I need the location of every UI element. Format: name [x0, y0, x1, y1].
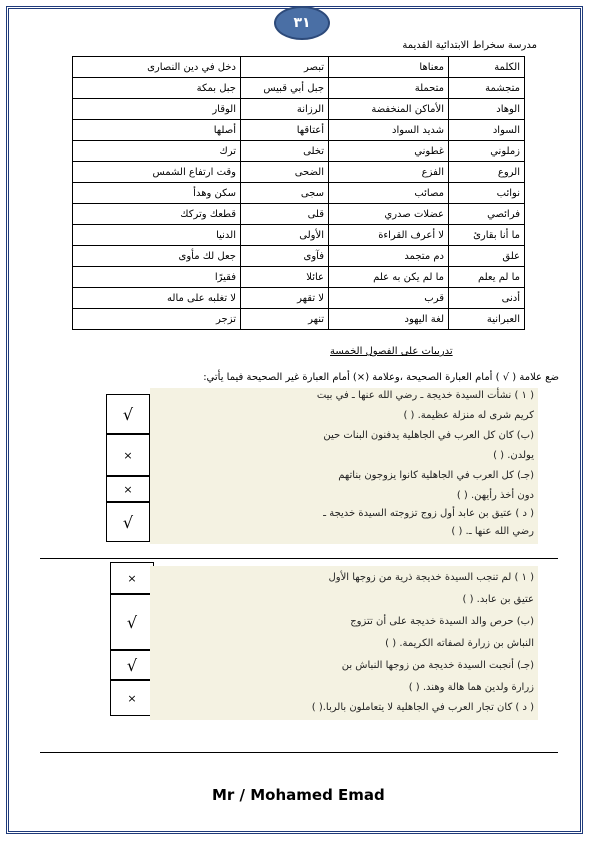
- vocab-cell: تخلى: [241, 141, 329, 162]
- vocab-cell: قطعك وتركك: [73, 204, 241, 225]
- vocab-row: [73, 120, 525, 141]
- vocab-cell: متحملة: [329, 78, 449, 99]
- vocab-cell: فقيرًا: [73, 267, 241, 288]
- exercise-line: النباش بن زرارة لصفاته الكريمة. ( ): [385, 638, 534, 649]
- vocab-cell: معناها: [329, 57, 449, 78]
- vocab-cell: متجشمة: [449, 78, 525, 99]
- vocab-cell: علق: [449, 246, 525, 267]
- exercise-line: يولدن. ( ): [493, 450, 534, 461]
- vocab-cell: قلى: [241, 204, 329, 225]
- divider: [40, 558, 558, 559]
- vocab-row: [73, 78, 525, 99]
- vocab-cell: العبرانية: [449, 309, 525, 330]
- teacher-signature: Mr / Mohamed Emad: [212, 786, 385, 804]
- vocab-row: [73, 225, 525, 246]
- vocab-row: [73, 141, 525, 162]
- vocab-cell: تزجر: [73, 309, 241, 330]
- vocab-cell: الأماكن المنخفضة: [329, 99, 449, 120]
- vocab-cell: لا تغلبه على ماله: [73, 288, 241, 309]
- vocab-cell: الأولى: [241, 225, 329, 246]
- vocab-cell: مصائب: [329, 183, 449, 204]
- vocab-cell: الوهاد: [449, 99, 525, 120]
- answer-box: ×: [106, 476, 150, 502]
- vocab-cell: الوقار: [73, 99, 241, 120]
- answer-box: √: [106, 502, 150, 542]
- exercise-line: ( د ) عتيق بن عابد أول زوج تزوجته السيدة خديجة ـ: [323, 508, 534, 519]
- exercise-line: رضي الله عنها ـ. ( ): [451, 526, 534, 537]
- vocab-cell: ترك: [73, 141, 241, 162]
- vocab-cell: لا تقهر: [241, 288, 329, 309]
- vocab-cell: نوائب: [449, 183, 525, 204]
- vocab-cell: الدنيا: [73, 225, 241, 246]
- divider: [40, 752, 558, 753]
- vocab-cell: ما أنا بقارئ: [449, 225, 525, 246]
- exercise-line: (جـ) أنجبت السيدة خديجة من زوجها النباش بن: [341, 660, 534, 671]
- vocab-cell: جبل أبي قبيس: [241, 78, 329, 99]
- vocab-cell: غطوني: [329, 141, 449, 162]
- vocab-row: [73, 183, 525, 204]
- exercise-2-panel: [150, 566, 538, 720]
- vocab-cell: دخل في دين النصارى: [73, 57, 241, 78]
- exercise-line: زرارة ولدين هما هالة وهند. ( ): [408, 682, 534, 693]
- vocab-cell: سكن وهدأ: [73, 183, 241, 204]
- vocab-cell: السواد: [449, 120, 525, 141]
- vocab-row: [73, 267, 525, 288]
- vocab-row: [73, 246, 525, 267]
- answer-box: ×: [110, 562, 154, 594]
- vocab-cell: أصلها: [73, 120, 241, 141]
- vocab-cell: قرب: [329, 288, 449, 309]
- exercise-line: (ب) حرص والد السيدة خديجة على أن تتزوج: [350, 616, 534, 627]
- vocab-cell: دم متجمد: [329, 246, 449, 267]
- page-number-badge: ٣١: [274, 6, 330, 40]
- vocab-cell: ما لم يعلم: [449, 267, 525, 288]
- vocab-cell: سجى: [241, 183, 329, 204]
- vocab-cell: الرزانة: [241, 99, 329, 120]
- vocab-cell: أعتاقها: [241, 120, 329, 141]
- vocab-cell: فرائصي: [449, 204, 525, 225]
- vocab-cell: تبصر: [241, 57, 329, 78]
- answer-box: ×: [106, 434, 150, 476]
- section-title: تدريبات على الفصول الخمسة: [330, 346, 453, 357]
- exercise-line: (ب) كان كل العرب في الجاهلية يدفنون البنات حين: [323, 430, 534, 441]
- answer-box: √: [106, 394, 150, 434]
- vocab-cell: جبل بمكة: [73, 78, 241, 99]
- exercise-line: عتيق بن عابد. ( ): [462, 594, 534, 605]
- vocab-cell: الكلمة: [449, 57, 525, 78]
- vocab-cell: أدنى: [449, 288, 525, 309]
- vocab-row: [73, 204, 525, 225]
- answer-box: √: [110, 650, 154, 680]
- vocab-cell: ما لم يكن به علم: [329, 267, 449, 288]
- exercise-line: ( ١ ) نشأت السيدة خديجة ـ رضي الله عنها ـ في بيت: [316, 390, 534, 401]
- vocabulary-table: [72, 56, 525, 330]
- vocab-cell: الروع: [449, 162, 525, 183]
- vocab-row: [73, 99, 525, 120]
- vocab-row: [73, 309, 525, 330]
- answer-box: √: [110, 594, 154, 650]
- exercise-1-panel: [150, 388, 538, 544]
- vocab-cell: زملوني: [449, 141, 525, 162]
- vocab-cell: شديد السواد: [329, 120, 449, 141]
- vocab-cell: تنهر: [241, 309, 329, 330]
- vocab-cell: جعل لك مأوى: [73, 246, 241, 267]
- vocab-row: [73, 288, 525, 309]
- vocab-row: [73, 57, 525, 78]
- vocab-cell: الضحى: [241, 162, 329, 183]
- vocab-cell: وقت ارتفاع الشمس: [73, 162, 241, 183]
- exercise-line: ( ١ ) لم تنجب السيدة خديجة ذرية من زوجها الأول: [328, 572, 534, 583]
- vocab-cell: لغة اليهود: [329, 309, 449, 330]
- vocab-cell: عائلا: [241, 267, 329, 288]
- vocab-cell: عضلات صدري: [329, 204, 449, 225]
- exercise-instruction: ضع علامة ( √ ) أمام العبارة الصحيحة ،وعلامة (×) أمام العبارة غير الصحيحة فيما يأتي:: [203, 372, 559, 383]
- vocab-cell: لا أعرف القراءة: [329, 225, 449, 246]
- exercise-line: دون أخذ رأيهن. ( ): [456, 490, 534, 501]
- exercise-line: ( د ) كان تجار العرب في الجاهلية لا يتعاملون بالربا.( ): [311, 702, 534, 713]
- vocab-cell: فآوى: [241, 246, 329, 267]
- answer-box: ×: [110, 680, 154, 716]
- vocab-cell: الفزع: [329, 162, 449, 183]
- school-name: مدرسة سخراط الابتدائية القديمة: [402, 40, 537, 51]
- exercise-line: (جـ) كل العرب في الجاهلية كانوا يزوجون بناتهم: [338, 470, 534, 481]
- exercise-line: كريم شرى له منزلة عظيمة. ( ): [403, 410, 534, 421]
- vocab-row: [73, 162, 525, 183]
